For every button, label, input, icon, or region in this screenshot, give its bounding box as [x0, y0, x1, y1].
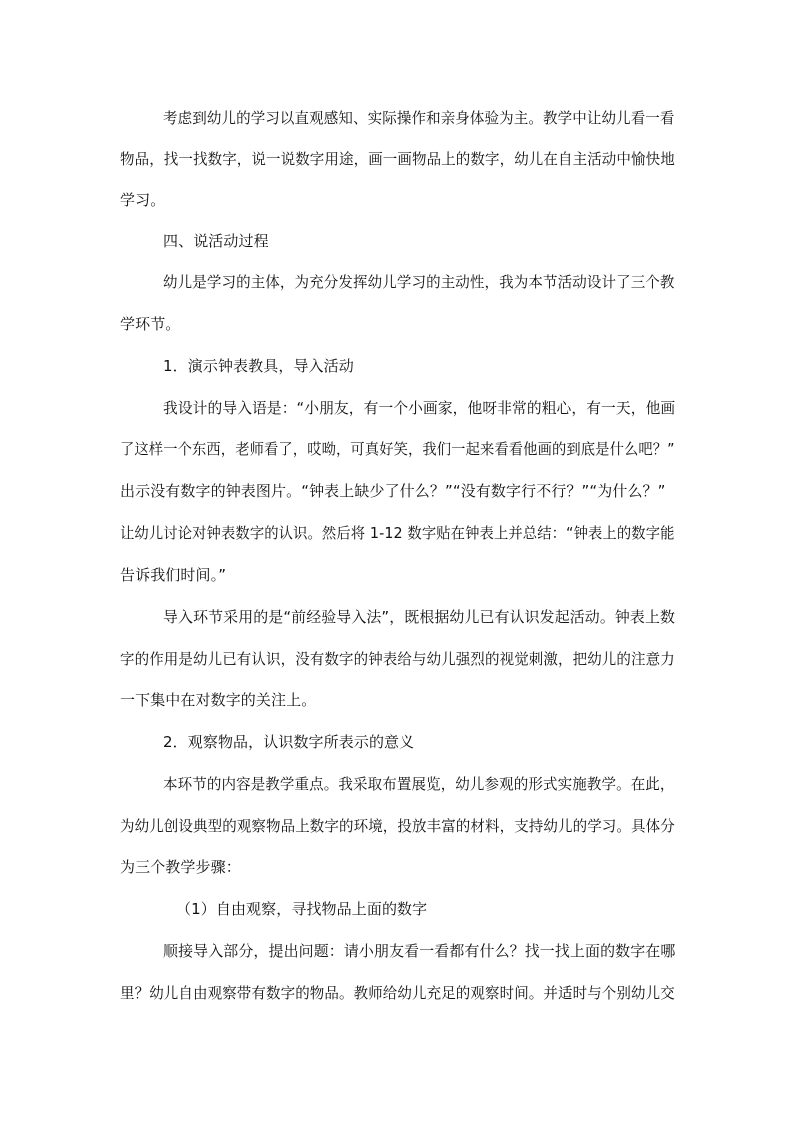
- text-line: 为三个教学步骤：: [120, 858, 241, 876]
- text-line: 幼儿是学习的主体，为充分发挥幼儿学习的主动性，我为本节活动设计了三个教: [163, 273, 675, 291]
- subsection-heading: 1．演示钟表教具，导入活动: [163, 357, 354, 375]
- subsection-heading: 2．观察物品，认识数字所表示的意义: [163, 733, 415, 751]
- text-line: 物品，找一找数字，说一说数字用途，画一画物品上的数字，幼儿在自主活动中愉快地: [120, 150, 675, 168]
- text-line: 让幼儿讨论对钟表数字的认识。然后将 1-12 数字贴在钟表上并总结：“钟表上的数字能: [120, 524, 675, 542]
- step-heading: （1）自由观察，寻找物品上面的数字: [176, 900, 428, 918]
- text-line: 出示没有数字的钟表图片。“钟表上缺少了什么？”“没有数字行不行？”“为什么？”: [120, 482, 666, 500]
- text-line: 导入环节采用的是“前经验导入法”，既根据幼儿已有认识发起活动。钟表上数: [163, 608, 676, 626]
- section-heading: 四、说活动过程: [163, 232, 269, 250]
- text-line: 学环节。: [120, 315, 181, 333]
- text-line: 字的作用是幼儿已有认识，没有数字的钟表给与幼儿强烈的视觉刺激，把幼儿的注意力: [120, 650, 675, 668]
- text-line: 里？幼儿自由观察带有数字的物品。教师给幼儿充足的观察时间。并适时与个别幼儿交: [120, 984, 675, 1002]
- text-line: 一下集中在对数字的关注上。: [120, 691, 317, 709]
- text-line: 学习。: [120, 191, 166, 209]
- text-line: 告诉我们时间。”: [120, 566, 227, 584]
- text-line: 考虑到幼儿的学习以直观感知、实际操作和亲身体验为主。教学中让幼儿看一看: [163, 109, 675, 127]
- text-line: 顺接导入部分，提出问题：请小朋友看一看都有什么？找一找上面的数字在哪: [163, 942, 676, 960]
- text-line: 本环节的内容是教学重点。我采取布置展览，幼儿参观的形式实施教学。在此，: [163, 775, 675, 793]
- text-line: 为幼儿创设典型的观察物品上数字的环境，投放丰富的材料，支持幼儿的学习。具体分: [120, 817, 675, 835]
- text-line: 我设计的导入语是：“小朋友，有一个小画家，他呀非常的粗心，有一天，他画: [163, 399, 676, 417]
- text-line: 了这样一个东西，老师看了，哎呦，可真好笑，我们一起来看看他画的到底是什么吧？”: [120, 440, 675, 458]
